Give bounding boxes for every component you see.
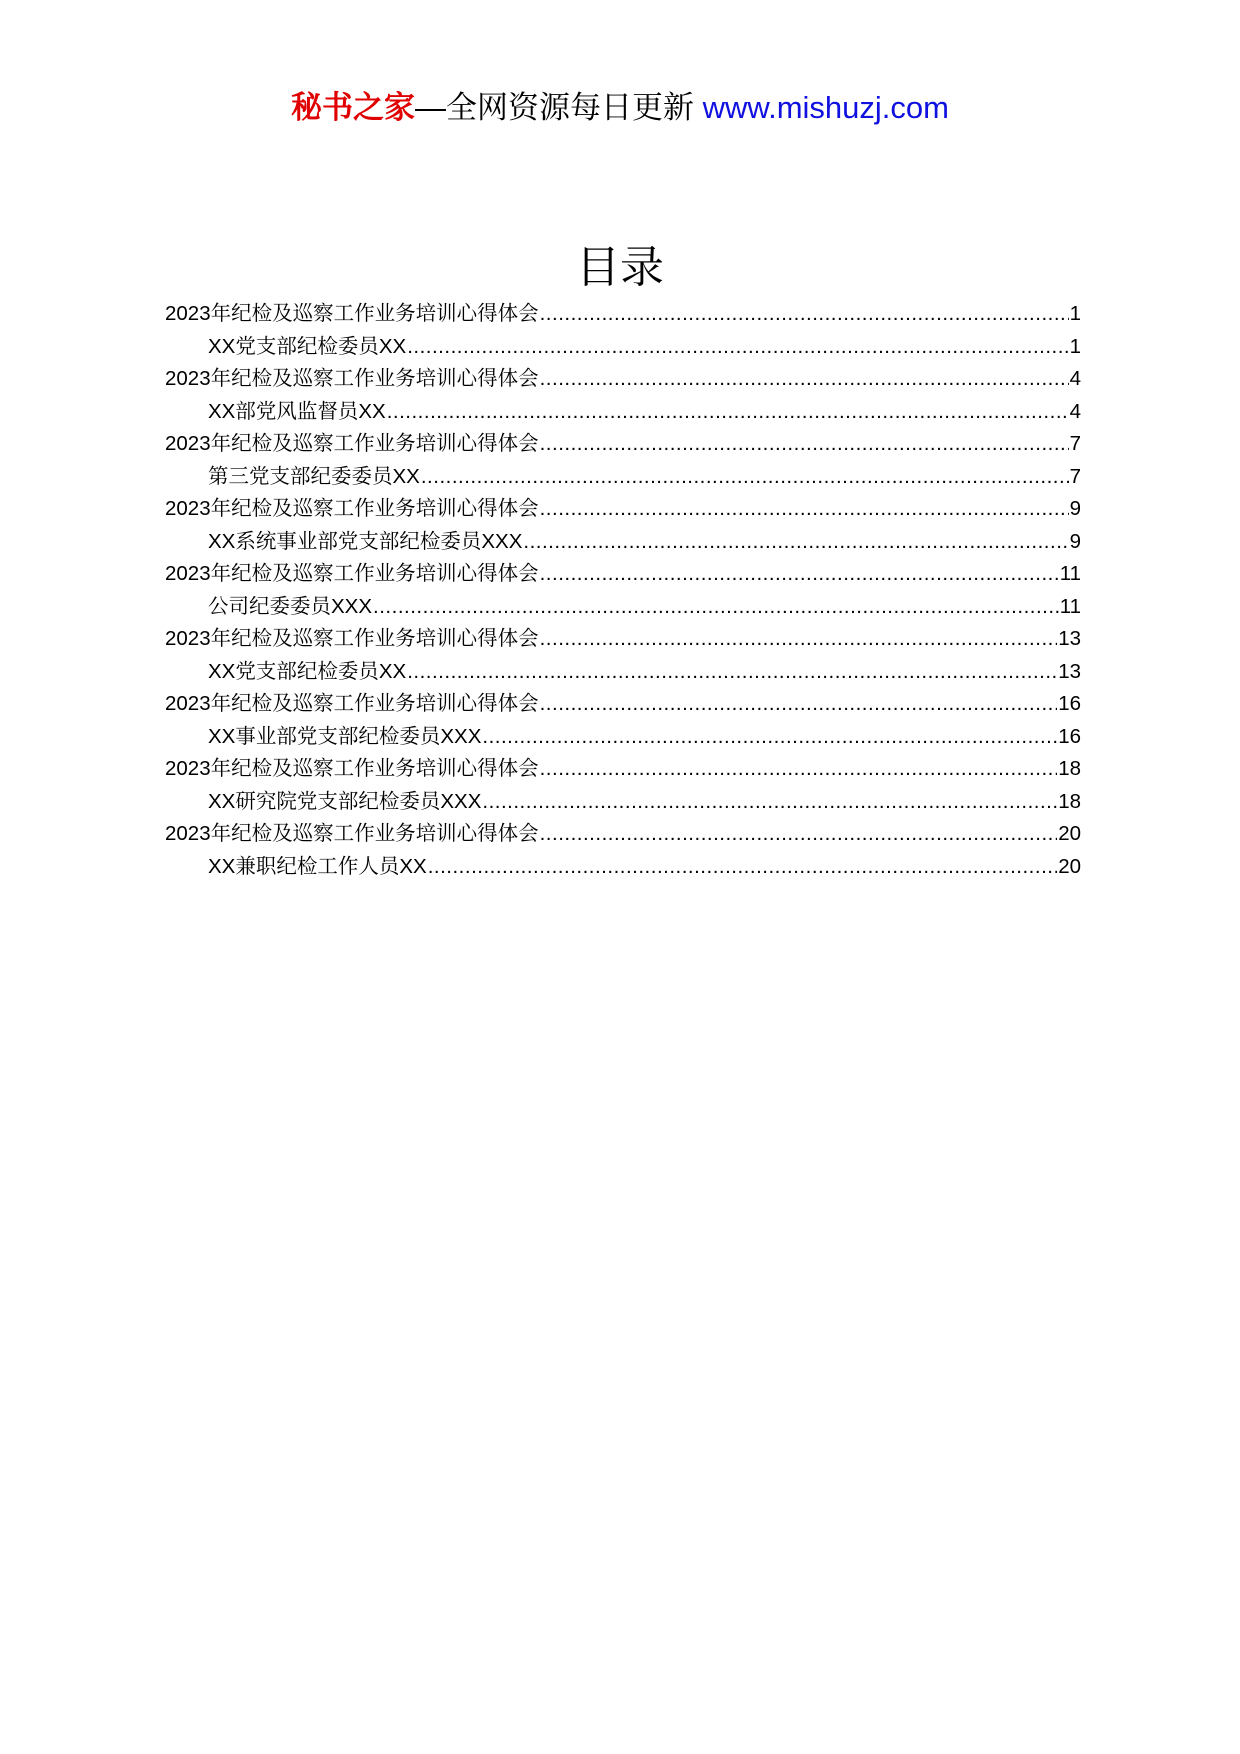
toc-entry-title[interactable] — [165, 428, 1081, 461]
toc-dot-leader — [482, 721, 1057, 754]
toc-dot-leader — [407, 656, 1057, 689]
toc-page-number: 4 — [1069, 399, 1081, 423]
toc-entry-author[interactable] — [165, 331, 1081, 364]
toc-entry-author[interactable] — [165, 851, 1081, 884]
toc-entry-author[interactable] — [165, 526, 1081, 559]
toc-page-number: 18 — [1058, 789, 1081, 813]
toc-page-number: 11 — [1059, 562, 1081, 585]
toc-entry-text: XX党支部纪检委员XX — [208, 659, 407, 683]
toc-dot-leader — [540, 688, 1058, 721]
toc-page-number: 7 — [1069, 432, 1081, 455]
toc-dot-leader — [387, 396, 1069, 429]
toc-entry-title[interactable] — [165, 753, 1081, 786]
toc-dot-leader — [540, 623, 1058, 656]
toc-entry-author[interactable] — [165, 396, 1081, 429]
toc-page-number: 9 — [1069, 497, 1081, 520]
toc-entry-author[interactable] — [165, 721, 1081, 754]
toc-entry-author[interactable] — [165, 591, 1081, 624]
table-of-contents — [165, 298, 1081, 883]
toc-entry-title[interactable] — [165, 818, 1081, 851]
toc-entry-title[interactable] — [165, 363, 1081, 396]
toc-entry-text: 2023年纪检及巡察工作业务培训心得体会 — [165, 757, 539, 780]
toc-entry-text: 2023年纪检及巡察工作业务培训心得体会 — [165, 627, 539, 650]
toc-entry-author[interactable] — [165, 461, 1081, 494]
toc-entry-title[interactable] — [165, 688, 1081, 721]
toc-entry-text: XX系统事业部党支部纪检委员XXX — [208, 529, 523, 553]
toc-dot-leader — [428, 851, 1057, 884]
page-header — [0, 88, 1240, 128]
toc-dot-leader — [407, 331, 1068, 364]
header-slogan: —全网资源每日更新 — [415, 90, 703, 125]
toc-title: 目录 — [576, 242, 664, 293]
toc-dot-leader — [540, 298, 1069, 331]
toc-entry-text: XX事业部党支部纪检委员XXX — [208, 724, 482, 748]
toc-page-number: 11 — [1059, 594, 1081, 618]
toc-page-number: 7 — [1069, 464, 1081, 488]
toc-entry-text: XX党支部纪检委员XX — [208, 334, 407, 358]
toc-entry-text: 2023年纪检及巡察工作业务培训心得体会 — [165, 562, 539, 585]
toc-entry-text: 2023年纪检及巡察工作业务培训心得体会 — [165, 497, 539, 520]
toc-page-number: 1 — [1069, 334, 1081, 358]
toc-dot-leader — [540, 363, 1069, 396]
toc-entry-title[interactable] — [165, 298, 1081, 331]
toc-dot-leader — [540, 493, 1069, 526]
toc-entry-author[interactable] — [165, 786, 1081, 819]
toc-page-number: 4 — [1069, 367, 1081, 390]
toc-entry-text: 2023年纪检及巡察工作业务培训心得体会 — [165, 302, 539, 325]
toc-dot-leader — [482, 786, 1057, 819]
toc-page-number: 13 — [1058, 659, 1081, 683]
toc-entry-text: 2023年纪检及巡察工作业务培训心得体会 — [165, 692, 539, 715]
toc-entry-title[interactable] — [165, 558, 1081, 591]
toc-dot-leader — [523, 526, 1068, 559]
toc-entry-text: 2023年纪检及巡察工作业务培训心得体会 — [165, 367, 539, 390]
toc-entry-text: 2023年纪检及巡察工作业务培训心得体会 — [165, 822, 539, 845]
toc-dot-leader — [373, 591, 1059, 624]
toc-dot-leader — [540, 753, 1058, 786]
toc-entry-title[interactable] — [165, 493, 1081, 526]
toc-entry-text: 公司纪委委员XXX — [208, 594, 373, 618]
toc-entry-text: XX研究院党支部纪检委员XXX — [208, 789, 482, 813]
toc-page-number: 18 — [1058, 757, 1081, 780]
toc-entry-text: XX部党风监督员XX — [208, 399, 386, 423]
toc-page-number: 9 — [1069, 529, 1081, 553]
toc-page-number: 20 — [1058, 822, 1081, 845]
toc-page-number: 16 — [1058, 692, 1081, 715]
toc-entry-text: 第三党支部纪委委员XX — [208, 464, 420, 488]
toc-entry-title[interactable] — [165, 623, 1081, 656]
toc-page-number: 20 — [1058, 854, 1081, 878]
toc-dot-leader — [540, 818, 1058, 851]
toc-dot-leader — [421, 461, 1069, 494]
toc-entry-text: 2023年纪检及巡察工作业务培训心得体会 — [165, 432, 539, 455]
toc-page-number: 1 — [1069, 302, 1081, 325]
toc-page-number: 16 — [1058, 724, 1081, 748]
toc-dot-leader — [540, 558, 1059, 591]
toc-dot-leader — [540, 428, 1069, 461]
header-url-link[interactable]: www.mishuzj.com — [702, 90, 949, 125]
toc-page-number: 13 — [1058, 627, 1081, 650]
brand-name: 秘书之家 — [291, 90, 416, 125]
toc-entry-author[interactable] — [165, 656, 1081, 689]
toc-entry-text: XX兼职纪检工作人员XX — [208, 854, 427, 878]
